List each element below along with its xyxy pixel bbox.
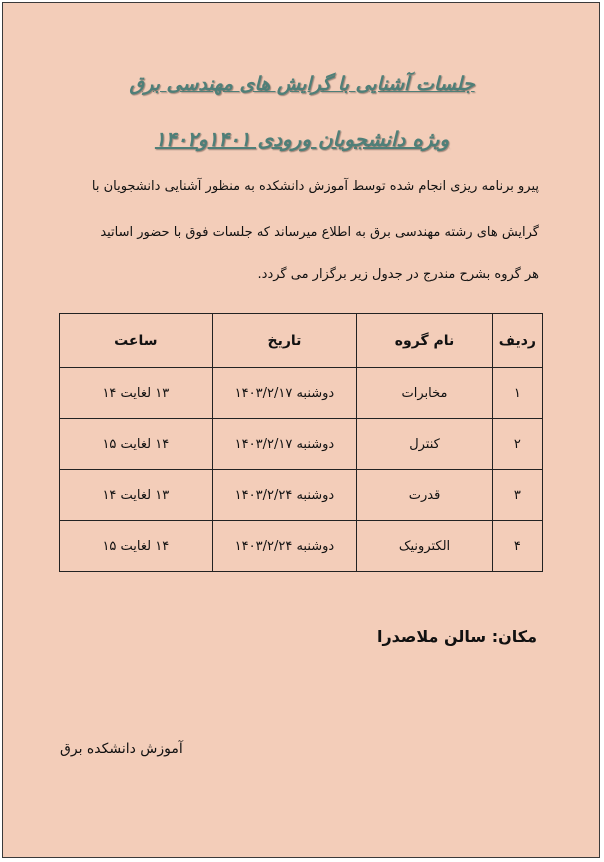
document-page [2,2,600,858]
cell-group-name: قدرت [357,470,493,521]
cell-row-number: ۱ [492,368,542,419]
paragraph-line-2: گرایش های رشته مهندسی برق به اطلاع میرساند که جلسات فوق با حضور اساتید [100,225,539,240]
table-row [60,521,543,572]
table-row [60,419,543,470]
cell-time: ۱۴ لغایت ۱۵ [60,419,213,470]
table-row [60,470,543,521]
cell-row-number: ۲ [492,419,542,470]
title-line-2: ویژه دانشجویان ورودی ۱۴۰۱و۱۴۰۲ [154,127,450,151]
cell-row-number: ۳ [492,470,542,521]
cell-date: دوشنبه ۱۴۰۳/۲/۲۴ [212,521,357,572]
header-group-name: نام گروه [357,314,493,368]
cell-group-name: الکترونیک [357,521,493,572]
cell-time: ۱۳ لغایت ۱۴ [60,470,213,521]
signature-text: آموزش دانشکده برق [60,741,183,757]
title-line-1: جلسات آشنایی با گرایش های مهندسی برق [129,73,475,95]
cell-date: دوشنبه ۱۴۰۳/۲/۲۴ [212,470,357,521]
cell-time: ۱۳ لغایت ۱۴ [60,368,213,419]
cell-row-number: ۴ [492,521,542,572]
header-date: تاریخ [212,314,357,368]
table-header-row [60,314,543,368]
paragraph-line-3: هر گروه بشرح مندرج در جدول زیر برگزار می گردد. [257,267,539,282]
cell-date: دوشنبه ۱۴۰۳/۲/۱۷ [212,419,357,470]
cell-time: ۱۴ لغایت ۱۵ [60,521,213,572]
paragraph-line-1: پیرو برنامه ریزی انجام شده توسط آموزش دانشکده به منظور آشنایی دانشجویان با [91,179,539,194]
cell-date: دوشنبه ۱۴۰۳/۲/۱۷ [212,368,357,419]
header-time: ساعت [60,314,213,368]
table-row [60,368,543,419]
schedule-table [59,313,543,572]
cell-group-name: مخابرات [357,368,493,419]
cell-group-name: کنترل [357,419,493,470]
header-row-number: ردیف [492,314,542,368]
location-label: مکان: سالن ملاصدرا [376,627,537,646]
